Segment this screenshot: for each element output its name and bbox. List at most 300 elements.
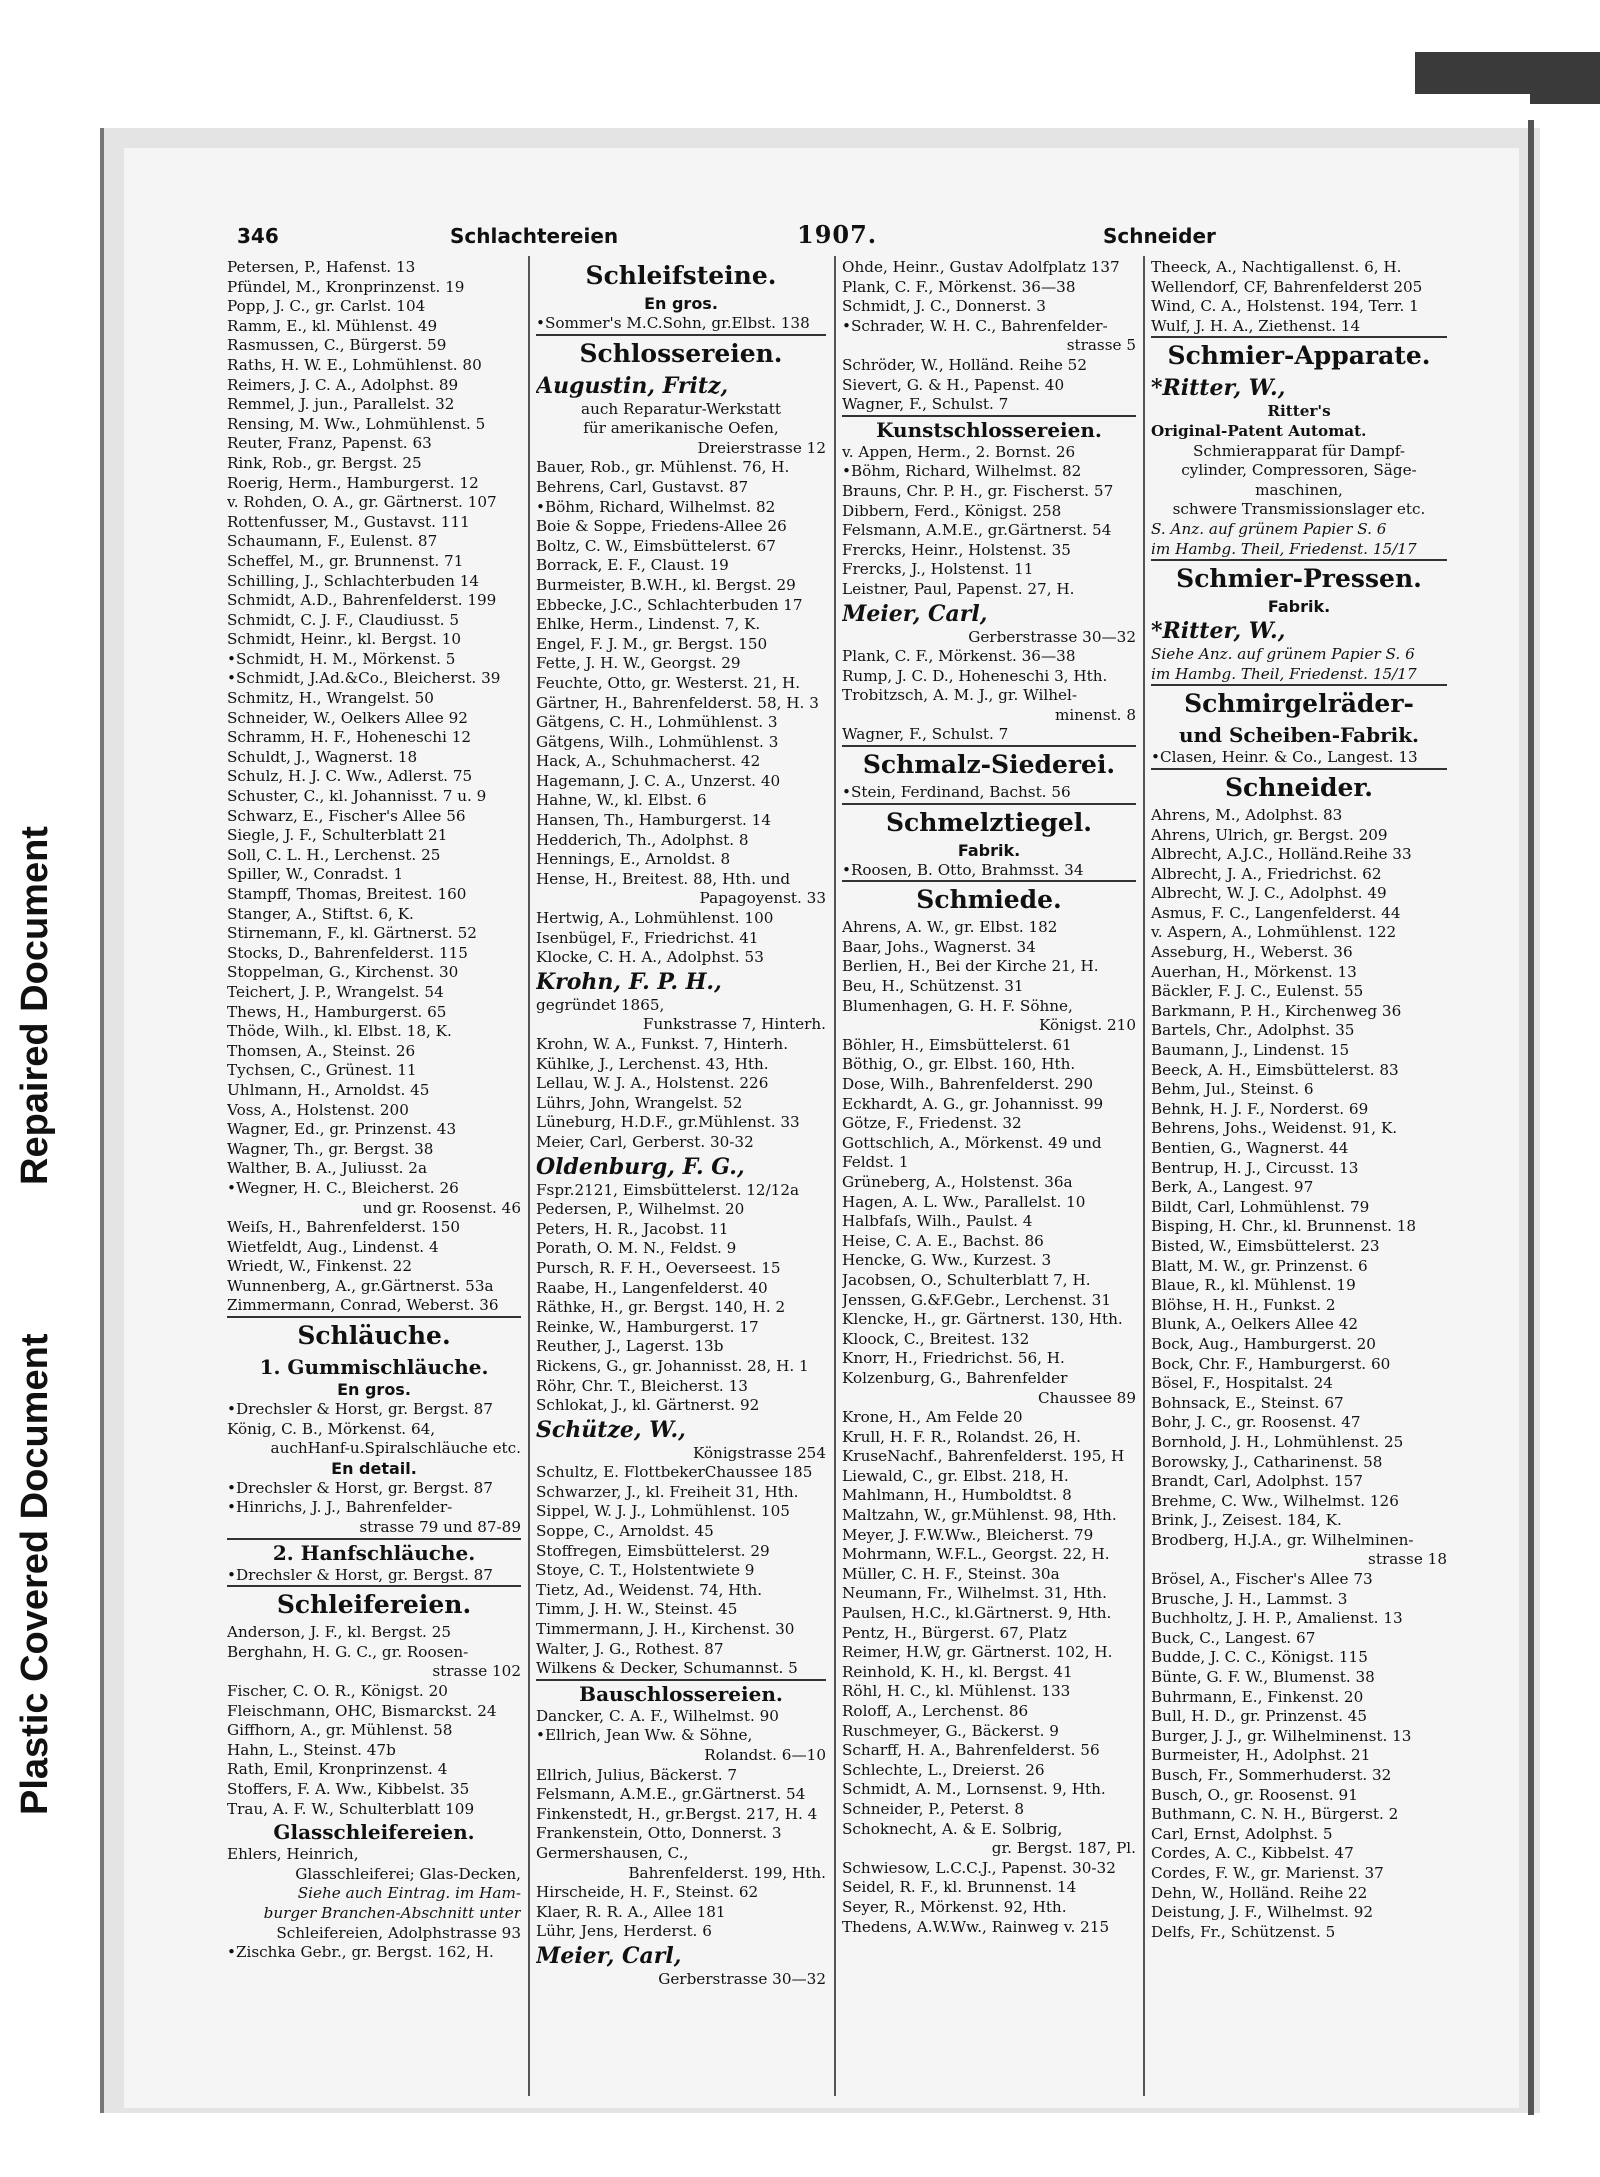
directory-entry: Fischer, C. O. R., Königst. 20 bbox=[227, 1682, 448, 1700]
directory-entry: Schmierapparat für Dampf- bbox=[1192, 441, 1406, 460]
directory-entry: Stocks, D., Bahrenfelderst. 115 bbox=[227, 943, 468, 962]
directory-entry: Berghahn, H. G. C., gr. Roosen- bbox=[227, 1642, 469, 1661]
directory-entry: Schmidt, J. C., Donnerst. 3 bbox=[842, 297, 1046, 316]
directory-entry: Bünte, G. F. W., Blumenst. 38 bbox=[1151, 1668, 1375, 1687]
directory-entry: Teichert, J. P., Wrangelst. 54 bbox=[227, 982, 444, 1001]
directory-entry: burger Branchen-Abschnitt unter bbox=[263, 1903, 521, 1922]
directory-entry: Ahrens, Ulrich, gr. Bergst. 209 bbox=[1151, 825, 1388, 844]
directory-entry: •Sommer's M.C.Sohn, gr.Elbst. 138 bbox=[536, 314, 826, 336]
featured-entry: *Ritter, W., bbox=[1151, 618, 1286, 645]
directory-entry: Wagner, Th., gr. Bergst. 38 bbox=[227, 1139, 434, 1158]
directory-entry: Brandt, Carl, Adolphst. 157 bbox=[1151, 1472, 1363, 1491]
directory-entry: Albrecht, J. A., Friedrichst. 62 bbox=[1151, 864, 1382, 883]
directory-entry: Rickens, G., gr. Johannisst. 28, H. 1 bbox=[536, 1356, 809, 1375]
directory-entry: Siegle, J. F., Schulterblatt 21 bbox=[227, 826, 448, 845]
directory-entry: Mohrmann, W.F.L., Georgst. 22, H. bbox=[842, 1545, 1110, 1564]
directory-entry: Schuldt, J., Wagnerst. 18 bbox=[227, 747, 418, 766]
directory-entry: auch Reparatur-Werkstatt bbox=[581, 399, 781, 418]
directory-entry: Rensing, M. Ww., Lohmühlenst. 5 bbox=[227, 414, 486, 433]
directory-entry: strasse 102 bbox=[432, 1662, 521, 1681]
directory-entry: Böthig, O., gr. Elbst. 160, Hth. bbox=[842, 1055, 1076, 1074]
directory-entry: Behnk, H. J. F., Norderst. 69 bbox=[1151, 1099, 1369, 1118]
section-heading: Schmier-Pressen. bbox=[1176, 564, 1422, 594]
directory-entry: Wind, C. A., Holstenst. 194, Terr. 1 bbox=[1151, 297, 1419, 316]
directory-entry: Hahne, W., kl. Elbst. 6 bbox=[536, 791, 707, 810]
directory-entry: Heise, C. A. E., Bachst. 86 bbox=[842, 1231, 1044, 1250]
directory-entry: Stoffregen, Eimsbüttelerst. 29 bbox=[536, 1541, 770, 1560]
header-year: 1907. bbox=[797, 220, 878, 249]
directory-entry: Buhrmann, E., Finkenst. 20 bbox=[1151, 1687, 1364, 1706]
directory-entry: Jacobsen, O., Schulterblatt 7, H. bbox=[842, 1270, 1091, 1289]
directory-entry: Ahrens, A. W., gr. Elbst. 182 bbox=[842, 918, 1058, 937]
directory-entry: Berlien, H., Bei der Kirche 21, H. bbox=[842, 957, 1099, 976]
directory-entry: Brauns, Chr. P. H., gr. Fischerst. 57 bbox=[842, 481, 1114, 500]
directory-entry: Engel, F. J. M., gr. Bergst. 150 bbox=[536, 634, 768, 653]
featured-entry: Oldenburg, F. G., bbox=[536, 1153, 745, 1180]
directory-entry: Reinke, W., Hamburgerst. 17 bbox=[536, 1317, 759, 1336]
directory-entry: Wunnenberg, A., gr.Gärtnerst. 53a bbox=[227, 1276, 494, 1295]
section-heading: Schneider. bbox=[1225, 772, 1373, 802]
directory-entry: Bentien, G., Wagnerst. 44 bbox=[1151, 1139, 1349, 1157]
directory-entry: Brink, J., Zeisest. 184, K. bbox=[1151, 1511, 1342, 1530]
directory-entry: Baar, Johs., Wagnerst. 34 bbox=[842, 937, 1036, 956]
directory-entry: •Zischka Gebr., gr. Bergst. 162, H. bbox=[227, 1943, 494, 1962]
directory-entry: Götze, F., Friedenst. 32 bbox=[842, 1114, 1022, 1133]
directory-entry: König, C. B., Mörkenst. 64, bbox=[227, 1419, 436, 1438]
directory-entry: Glasschleiferei; Glas-Decken, bbox=[295, 1864, 521, 1883]
directory-entry: Paulsen, H.C., kl.Gärtnerst. 9, Hth. bbox=[842, 1604, 1112, 1623]
directory-entry: Behm, Jul., Steinst. 6 bbox=[1151, 1080, 1314, 1099]
directory-entry: Gärtner, H., Bahrenfelderst. 58, H. 3 bbox=[536, 693, 819, 712]
directory-entry: Dehn, W., Holländ. Reihe 22 bbox=[1151, 1883, 1368, 1902]
directory-entry: Gerberstrasse 30—32 bbox=[968, 627, 1136, 646]
directory-entry: Brusche, J. H., Lammst. 3 bbox=[1151, 1589, 1348, 1608]
directory-entry: Röhl, H. C., kl. Mühlenst. 133 bbox=[842, 1682, 1071, 1701]
directory-entry: Schilling, J., Schlachterbuden 14 bbox=[227, 571, 480, 590]
directory-entry: Bull, H. D., gr. Prinzenst. 45 bbox=[1151, 1707, 1368, 1726]
directory-entry: Siehe Anz. auf grünem Papier S. 6 bbox=[1151, 645, 1415, 664]
scan-left-edge bbox=[100, 128, 104, 2113]
directory-entry: Boltz, C. W., Eimsbüttelerst. 67 bbox=[536, 536, 776, 555]
directory-entry: Plank, C. F., Mörkenst. 36—38 bbox=[842, 647, 1076, 666]
directory-entry: Ahrens, M., Adolphst. 83 bbox=[1151, 805, 1343, 824]
directory-entry: Blöhse, H. H., Funkst. 2 bbox=[1151, 1295, 1336, 1314]
directory-entry: Ritter's bbox=[1267, 402, 1331, 421]
directory-entry: Blatt, M. W., gr. Prinzenst. 6 bbox=[1151, 1256, 1368, 1275]
directory-entry: Schlechte, L., Dreierst. 26 bbox=[842, 1760, 1045, 1779]
column-3 bbox=[842, 258, 1136, 2098]
directory-entry: Roerig, Herm., Hamburgerst. 12 bbox=[227, 473, 479, 492]
directory-entry: Maltzahn, W., gr.Mühlenst. 98, Hth. bbox=[842, 1506, 1117, 1525]
directory-entry: Frercks, J., Holstenst. 11 bbox=[842, 560, 1034, 579]
directory-entry: Asmus, F. C., Langenfelderst. 44 bbox=[1151, 903, 1401, 922]
directory-entry: Buthmann, C. N. H., Bürgerst. 2 bbox=[1151, 1805, 1399, 1824]
directory-entry: Räthke, H., gr. Bergst. 140, H. 2 bbox=[536, 1298, 786, 1317]
directory-entry: Böhler, H., Eimsbüttelerst. 61 bbox=[842, 1035, 1072, 1054]
directory-entry: Ohde, Heinr., Gustav Adolfplatz 137 bbox=[842, 258, 1120, 276]
featured-entry: Meier, Carl, bbox=[536, 1942, 682, 1969]
directory-entry: Bock, Chr. F., Hamburgerst. 60 bbox=[1151, 1354, 1391, 1373]
directory-entry: Papagoyenst. 33 bbox=[699, 889, 826, 908]
section-heading: Schläuche. bbox=[297, 1321, 451, 1351]
directory-entry: Dibbern, Ferd., Königst. 258 bbox=[842, 501, 1062, 520]
directory-entry: Reuther, J., Lagerst. 13b bbox=[536, 1337, 724, 1356]
featured-entry: Krohn, F. P. H., bbox=[536, 968, 722, 995]
directory-entry: Bildt, Carl, Lohmühlenst. 79 bbox=[1151, 1197, 1370, 1216]
column-rule-1 bbox=[528, 256, 530, 2096]
directory-entry: •Roosen, B. Otto, Brahmsst. 34 bbox=[842, 861, 1136, 883]
directory-entry: Bock, Aug., Hamburgerst. 20 bbox=[1151, 1334, 1376, 1353]
directory-entry: Reinhold, K. H., kl. Bergst. 41 bbox=[842, 1662, 1073, 1681]
directory-entry: Hertwig, A., Lohmühlenst. 100 bbox=[536, 909, 774, 928]
repaired-document-label: Repaired Document bbox=[14, 826, 56, 1185]
column-2 bbox=[536, 258, 826, 2098]
directory-entry: Thomsen, A., Steinst. 26 bbox=[227, 1041, 416, 1060]
directory-entry: Wagner, F., Schulst. 7 bbox=[842, 725, 1136, 747]
directory-entry: Ehlers, Heinrich, bbox=[227, 1845, 359, 1864]
directory-entry: •Schmidt, J.Ad.&Co., Bleicherst. 39 bbox=[227, 669, 501, 688]
directory-entry: Pedersen, P., Wilhelmst. 20 bbox=[536, 1200, 745, 1219]
directory-entry: Porath, O. M. N., Feldst. 9 bbox=[536, 1239, 737, 1258]
directory-entry: Delfs, Fr., Schützenst. 5 bbox=[1151, 1922, 1336, 1941]
directory-entry: Dancker, C. A. F., Wilhelmst. 90 bbox=[536, 1706, 779, 1725]
directory-entry: cylinder, Compressoren, Säge- bbox=[1181, 461, 1417, 480]
featured-entry: *Ritter, W., bbox=[1151, 375, 1286, 402]
directory-entry: Bohnsack, E., Steinst. 67 bbox=[1151, 1393, 1344, 1412]
directory-entry: S. Anz. auf grünem Papier S. 6 bbox=[1151, 519, 1387, 538]
directory-entry: Klaer, R. R. A., Allee 181 bbox=[536, 1902, 726, 1921]
section-heading: 2. Hanfschläuche. bbox=[227, 1538, 521, 1566]
directory-entry: Auerhan, H., Mörkenst. 13 bbox=[1151, 962, 1357, 981]
section-heading: Schmier-Apparate. bbox=[1167, 341, 1431, 371]
directory-entry: Wellendorf, CF, Bahrenfelderst 205 bbox=[1151, 277, 1423, 296]
directory-entry: strasse 79 und 87-89 bbox=[359, 1518, 521, 1537]
section-subheading: Fabrik. bbox=[1267, 597, 1331, 617]
directory-entry: Bisted, W., Eimsbüttelerst. 23 bbox=[1151, 1236, 1380, 1255]
directory-entry: •Schmidt, H. M., Mörkenst. 5 bbox=[227, 649, 456, 668]
directory-entry: Königstrasse 254 bbox=[692, 1443, 826, 1462]
directory-entry: •Clasen, Heinr. & Co., Langest. 13 bbox=[1151, 748, 1447, 770]
directory-entry: Behrens, Carl, Gustavst. 87 bbox=[536, 477, 749, 496]
directory-entry: Buck, C., Langest. 67 bbox=[1151, 1628, 1316, 1647]
directory-entry: KruseNachf., Bahrenfelderst. 195, H bbox=[842, 1447, 1125, 1466]
page-number: 346 bbox=[237, 224, 279, 248]
directory-entry: Trau, A. F. W., Schulterblatt 109 bbox=[227, 1799, 475, 1818]
featured-entry: Schütze, W., bbox=[536, 1416, 686, 1443]
directory-entry: Hedderich, Th., Adolphst. 8 bbox=[536, 830, 749, 849]
directory-entry: Cordes, A. C., Kibbelst. 47 bbox=[1151, 1844, 1354, 1863]
directory-entry: Frercks, Heinr., Holstenst. 35 bbox=[842, 540, 1071, 559]
directory-entry: gegründet 1865, bbox=[536, 995, 665, 1014]
directory-entry: Pfündel, M., Kronprinzenst. 19 bbox=[227, 277, 465, 296]
directory-entry: Rath, Emil, Kronprinzenst. 4 bbox=[227, 1760, 448, 1779]
directory-entry: Walter, J. G., Rothest. 87 bbox=[536, 1639, 724, 1658]
directory-entry: Anderson, J. F., kl. Bergst. 25 bbox=[227, 1623, 452, 1642]
directory-entry: Bahrenfelderst. 199, Hth. bbox=[628, 1863, 826, 1882]
directory-entry: Borrack, E. F., Claust. 19 bbox=[536, 556, 729, 575]
directory-entry: Behrens, Johs., Weidenst. 91, K. bbox=[1151, 1119, 1398, 1138]
directory-entry: Deistung, J. F., Wilhelmst. 92 bbox=[1151, 1903, 1374, 1922]
directory-entry: Ruschmeyer, G., Bäckerst. 9 bbox=[842, 1721, 1059, 1740]
directory-entry: Schmitz, H., Wrangelst. 50 bbox=[227, 689, 434, 708]
directory-entry: Ellrich, Julius, Bäckerst. 7 bbox=[536, 1765, 738, 1784]
directory-entry: Schleifereien, Adolphstrasse 93 bbox=[276, 1923, 521, 1942]
section-subheading: Fabrik. bbox=[957, 840, 1021, 860]
directory-entry: Bartels, Chr., Adolphst. 35 bbox=[1151, 1021, 1355, 1040]
directory-entry: Mahlmann, H., Humboldtst. 8 bbox=[842, 1486, 1072, 1505]
directory-entry: Fspr.2121, Eimsbüttelerst. 12/12a bbox=[536, 1180, 800, 1199]
directory-entry: Frankenstein, Otto, Donnerst. 3 bbox=[536, 1824, 782, 1843]
scan-right-edge bbox=[1528, 120, 1534, 2115]
directory-entry: Wilkens & Decker, Schumannst. 5 bbox=[536, 1659, 826, 1681]
column-1 bbox=[227, 258, 521, 2098]
directory-entry: Timm, J. H. W., Steinst. 45 bbox=[536, 1600, 738, 1619]
directory-entry: Seidel, R. F., kl. Brunnenst. 14 bbox=[842, 1878, 1077, 1897]
section-heading: Schleifereien. bbox=[276, 1590, 472, 1620]
directory-entry: Schwarzer, J., kl. Freiheit 31, Hth. bbox=[536, 1482, 799, 1501]
directory-entry: Stoppelman, G., Kirchenst. 30 bbox=[227, 963, 459, 982]
directory-entry: Blunk, A., Oelkers Allee 42 bbox=[1151, 1315, 1359, 1334]
directory-entry: Schaumann, F., Eulenst. 87 bbox=[227, 532, 438, 551]
directory-entry: Hagemann, J. C. A., Unzerst. 40 bbox=[536, 771, 781, 790]
directory-entry: Wulf, J. H. A., Ziethenst. 14 bbox=[1151, 317, 1447, 339]
directory-entry: Albrecht, A.J.C., Holländ.Reihe 33 bbox=[1151, 845, 1412, 864]
directory-entry: Feuchte, Otto, gr. Westerst. 21, H. bbox=[536, 673, 801, 692]
featured-entry: Augustin, Fritz, bbox=[536, 372, 729, 399]
directory-entry: Krohn, W. A., Funkst. 7, Hinterh. bbox=[536, 1035, 789, 1053]
directory-entry: •Schrader, W. H. C., Bahrenfelder- bbox=[842, 316, 1108, 335]
directory-entry: Lührs, John, Wrangelst. 52 bbox=[536, 1093, 743, 1112]
directory-entry: Baumann, J., Lindenst. 15 bbox=[1151, 1041, 1350, 1060]
directory-entry: Stanger, A., Stiftst. 6, K. bbox=[227, 904, 414, 923]
directory-entry: Tychsen, C., Grünest. 11 bbox=[227, 1061, 417, 1080]
section-heading: Schmalz-Siederei. bbox=[862, 750, 1116, 780]
directory-entry: Voss, A., Holstenst. 200 bbox=[227, 1100, 409, 1119]
directory-entry: Knorr, H., Friedrichst. 56, H. bbox=[842, 1349, 1065, 1368]
directory-entry: für amerikanische Oefen, bbox=[583, 419, 779, 438]
plastic-covered-document-label: Plastic Covered Document bbox=[14, 1333, 56, 1815]
directory-entry: Schmidt, A. M., Lornsenst. 9, Hth. bbox=[842, 1780, 1106, 1799]
directory-entry: Chaussee 89 bbox=[1038, 1388, 1136, 1407]
directory-entry: Beeck, A. H., Eimsbüttelerst. 83 bbox=[1151, 1060, 1399, 1079]
directory-entry: Kühlke, J., Lerchenst. 43, Hth. bbox=[536, 1054, 769, 1073]
directory-entry: Gerberstrasse 30—32 bbox=[658, 1969, 826, 1988]
directory-entry: strasse 18 bbox=[1368, 1550, 1447, 1569]
section-heading: 1. Gummischläuche. bbox=[259, 1355, 489, 1380]
directory-entry: Theeck, A., Nachtigallenst. 6, H. bbox=[1151, 258, 1402, 276]
directory-entry: Scheffel, M., gr. Brunnenst. 71 bbox=[227, 551, 464, 570]
directory-entry: Albrecht, W. J. C., Adolphst. 49 bbox=[1151, 884, 1387, 903]
directory-entry: minenst. 8 bbox=[1054, 705, 1136, 724]
directory-entry: •Böhm, Richard, Wilhelmst. 82 bbox=[536, 497, 776, 516]
directory-entry: Thedens, A.W.Ww., Rainweg v. 215 bbox=[842, 1917, 1110, 1936]
directory-entry: •Hinrichs, J. J., Bahrenfelder- bbox=[227, 1498, 453, 1517]
directory-entry: Reimer, H.W, gr. Gärtnerst. 102, H. bbox=[842, 1643, 1113, 1662]
directory-entry: Röhr, Chr. T., Bleicherst. 13 bbox=[536, 1376, 748, 1395]
directory-entry: Blumenhagen, G. H. F. Söhne, bbox=[842, 996, 1073, 1015]
directory-entry: Bisping, H. Chr., kl. Brunnenst. 18 bbox=[1151, 1217, 1417, 1236]
directory-entry: Pursch, R. F. H., Oeverseest. 15 bbox=[536, 1258, 781, 1277]
section-subheading: En detail. bbox=[331, 1458, 417, 1478]
directory-entry: Brodberg, H.J.A., gr. Wilhelminen- bbox=[1151, 1530, 1414, 1549]
directory-entry: Brösel, A., Fischer's Allee 73 bbox=[1151, 1570, 1373, 1589]
section-heading: Schmelztiegel. bbox=[885, 807, 1093, 837]
directory-entry: Rottenfusser, M., Gustavst. 111 bbox=[227, 512, 470, 531]
directory-entry: Krull, H. F. R., Rolandst. 26, H. bbox=[842, 1427, 1082, 1446]
directory-entry: Lellau, W. J. A., Holstenst. 226 bbox=[536, 1074, 769, 1093]
directory-entry: Busch, O., gr. Roosenst. 91 bbox=[1151, 1785, 1358, 1804]
directory-entry: Pentz, H., Bürgerst. 67, Platz bbox=[842, 1623, 1067, 1642]
section-subheading: En gros. bbox=[644, 294, 718, 313]
directory-entry: Bäckler, F. J. C., Eulenst. 55 bbox=[1151, 982, 1364, 1001]
section-heading: Schlossereien. bbox=[579, 338, 783, 368]
directory-entry: Liewald, C., gr. Elbst. 218, H. bbox=[842, 1466, 1069, 1485]
directory-entry: Spiller, W., Conradst. 1 bbox=[227, 865, 404, 884]
directory-entry: Wagner, F., Schulst. 7 bbox=[842, 395, 1136, 417]
directory-entry: und gr. Roosenst. 46 bbox=[362, 1198, 521, 1217]
directory-entry: Schulz, H. J. C. Ww., Adlerst. 75 bbox=[227, 767, 473, 786]
directory-entry: Hansen, Th., Hamburgerst. 14 bbox=[536, 811, 772, 830]
header-right-keyword: Schneider bbox=[1103, 224, 1216, 248]
directory-entry: Schoknecht, A. & E. Solbrig, bbox=[842, 1819, 1063, 1838]
directory-entry: Sievert, G. & H., Papenst. 40 bbox=[842, 375, 1065, 394]
directory-entry: Bornhold, J. H., Lohmühlenst. 25 bbox=[1151, 1432, 1404, 1451]
directory-entry: Schwarz, E., Fischer's Allee 56 bbox=[227, 806, 466, 825]
directory-entry: Schröder, W., Holländ. Reihe 52 bbox=[842, 355, 1088, 374]
directory-entry: Klencke, H., gr. Gärtnerst. 130, Hth. bbox=[842, 1310, 1123, 1329]
directory-entry: Schmidt, A.D., Bahrenfelderst. 199 bbox=[227, 591, 497, 610]
directory-entry: gr. Bergst. 187, Pl. bbox=[991, 1839, 1136, 1858]
directory-entry: •Ellrich, Jean Ww. & Söhne, bbox=[536, 1726, 753, 1745]
directory-entry: Sippel, W. J. J., Lohmühlenst. 105 bbox=[536, 1502, 790, 1521]
directory-entry: Seyer, R., Mörkenst. 92, Hth. bbox=[842, 1897, 1067, 1916]
directory-entry: Hahn, L., Steinst. 47b bbox=[227, 1740, 396, 1759]
directory-entry: Reuter, Franz, Papenst. 63 bbox=[227, 434, 432, 453]
directory-entry: Klocke, C. H. A., Adolphst. 53 bbox=[536, 948, 764, 967]
directory-entry: Bohr, J. C., gr. Roosenst. 47 bbox=[1151, 1413, 1361, 1432]
directory-entry: Hencke, G. Ww., Kurzest. 3 bbox=[842, 1251, 1052, 1270]
directory-entry: Feldst. 1 bbox=[842, 1153, 909, 1172]
directory-entry: Burger, J. J., gr. Wilhelminenst. 13 bbox=[1151, 1726, 1412, 1745]
corner-tab-right bbox=[1530, 88, 1600, 104]
directory-entry: Ramm, E., kl. Mühlenst. 49 bbox=[227, 316, 438, 335]
directory-entry: v. Aspern, A., Lohmühlenst. 122 bbox=[1151, 923, 1397, 942]
directory-entry: auchHanf-u.Spiralschläuche etc. bbox=[270, 1439, 521, 1458]
featured-entry: Meier, Carl, bbox=[842, 600, 988, 627]
directory-entry: im Hambg. Theil, Friedenst. 15/17 bbox=[1151, 540, 1447, 562]
directory-entry: Busch, Fr., Sommerhuderst. 32 bbox=[1151, 1766, 1392, 1784]
section-heading: Schmiede. bbox=[916, 885, 1062, 915]
directory-entry: Rink, Rob., gr. Bergst. 25 bbox=[227, 453, 422, 472]
directory-entry: Felsmann, A.M.E., gr.Gärtnerst. 54 bbox=[536, 1785, 806, 1804]
directory-entry: •Stein, Ferdinand, Bachst. 56 bbox=[842, 783, 1136, 805]
section-heading: und Scheiben-Fabrik. bbox=[1178, 723, 1420, 748]
directory-entry: Germershausen, C., bbox=[536, 1843, 689, 1862]
directory-entry: Stirnemann, F., kl. Gärtnerst. 52 bbox=[227, 924, 477, 943]
directory-entry: strasse 5 bbox=[1066, 336, 1136, 355]
directory-entry: Petersen, P., Hafenst. 13 bbox=[227, 258, 416, 276]
directory-entry: Halbfaſs, Wilh., Paulst. 4 bbox=[842, 1212, 1033, 1231]
directory-entry: Burmeister, H., Adolphst. 21 bbox=[1151, 1746, 1371, 1765]
directory-entry: Siehe auch Eintrag. im Ham- bbox=[297, 1884, 521, 1903]
directory-entry: Boie & Soppe, Friedens-Allee 26 bbox=[536, 517, 787, 536]
directory-entry: v. Rohden, O. A., gr. Gärtnerst. 107 bbox=[227, 493, 497, 512]
directory-entry: Original-Patent Automat. bbox=[1151, 421, 1367, 440]
directory-entry: •Wegner, H. C., Bleicherst. 26 bbox=[227, 1178, 459, 1197]
directory-entry: Schwiesow, L.C.C.J., Papenst. 30-32 bbox=[842, 1858, 1116, 1877]
directory-entry: Neumann, Fr., Wilhelmst. 31, Hth. bbox=[842, 1584, 1107, 1603]
directory-entry: Meyer, J. F.W.Ww., Bleicherst. 79 bbox=[842, 1525, 1094, 1544]
directory-entry: •Drechsler & Horst, gr. Bergst. 87 bbox=[227, 1478, 493, 1497]
directory-entry: Beu, H., Schützenst. 31 bbox=[842, 977, 1024, 996]
column-rule-2 bbox=[834, 256, 836, 2096]
directory-entry: Eckhardt, A. G., gr. Johannisst. 99 bbox=[842, 1094, 1104, 1113]
directory-entry: Wietfeldt, Aug., Lindenst. 4 bbox=[227, 1237, 439, 1256]
section-heading: Schleifsteine. bbox=[585, 261, 777, 290]
column-4 bbox=[1151, 258, 1447, 2098]
directory-entry: Schlokat, J., kl. Gärtnerst. 92 bbox=[536, 1396, 760, 1415]
directory-entry: Lühr, Jens, Herderst. 6 bbox=[536, 1922, 712, 1941]
section-heading: Kunstschlossereien. bbox=[876, 417, 1102, 442]
directory-entry: Meier, Carl, Gerberst. 30-32 bbox=[536, 1132, 754, 1151]
directory-entry: Raabe, H., Langenfelderst. 40 bbox=[536, 1278, 768, 1297]
directory-entry: Stampff, Thomas, Breitest. 160 bbox=[227, 885, 467, 903]
directory-entry: Schmidt, Heinr., kl. Bergst. 10 bbox=[227, 630, 462, 649]
directory-entry: Rump, J. C. D., Hoheneschi 3, Hth. bbox=[842, 666, 1108, 685]
directory-entry: Lüneburg, H.D.F., gr.Mühlenst. 33 bbox=[536, 1113, 800, 1132]
directory-entry: Stoffers, F. A. Ww., Kibbelst. 35 bbox=[227, 1779, 470, 1798]
directory-entry: Müller, C. H. F., Steinst. 30a bbox=[842, 1564, 1060, 1583]
section-heading: Bauschlossereien. bbox=[579, 1681, 783, 1706]
directory-entry: Giffhorn, A., gr. Mühlenst. 58 bbox=[227, 1721, 453, 1740]
directory-entry: •Drechsler & Horst, gr. Bergst. 87 bbox=[227, 1400, 493, 1419]
directory-entry: Felsmann, A.M.E., gr.Gärtnerst. 54 bbox=[842, 521, 1112, 540]
directory-entry: Isenbügel, F., Friedrichst. 41 bbox=[536, 928, 759, 947]
directory-entry: Hennings, E., Arnoldst. 8 bbox=[536, 850, 731, 869]
directory-entry: v. Appen, Herm., 2. Bornst. 26 bbox=[842, 442, 1076, 461]
directory-entry: Funkstrasse 7, Hinterh. bbox=[642, 1015, 826, 1034]
directory-entry: Barkmann, P. H., Kirchenweg 36 bbox=[1151, 1001, 1402, 1020]
directory-entry: Cordes, F. W., gr. Marienst. 37 bbox=[1151, 1863, 1384, 1882]
directory-entry: Gätgens, C. H., Lohmühlenst. 3 bbox=[536, 713, 778, 732]
directory-entry: Jenssen, G.&F.Gebr., Lerchenst. 31 bbox=[842, 1290, 1111, 1309]
directory-entry: Budde, J. C. C., Königst. 115 bbox=[1151, 1648, 1368, 1667]
directory-entry: Asseburg, H., Weberst. 36 bbox=[1151, 943, 1353, 962]
directory-entry: Bösel, F., Hospitalst. 24 bbox=[1151, 1374, 1333, 1393]
directory-entry: Wagner, Ed., gr. Prinzenst. 43 bbox=[227, 1120, 457, 1139]
directory-entry: Hirscheide, H. F., Steinst. 62 bbox=[536, 1883, 759, 1902]
directory-entry: Hack, A., Schuhmacherst. 42 bbox=[536, 752, 761, 771]
directory-entry: •Drechsler & Horst, gr. Bergst. 87 bbox=[227, 1566, 521, 1588]
directory-entry: Rolandst. 6—10 bbox=[704, 1746, 826, 1764]
directory-entry: Zimmermann, Conrad, Weberst. 36 bbox=[227, 1296, 521, 1318]
directory-entry: Thews, H., Hamburgerst. 65 bbox=[227, 1002, 447, 1021]
directory-entry: Borowsky, J., Catharinenst. 58 bbox=[1151, 1452, 1383, 1471]
directory-entry: Hense, H., Breitest. 88, Hth. und bbox=[536, 869, 791, 888]
directory-entry: Schneider, P., Peterst. 8 bbox=[842, 1799, 1024, 1818]
section-heading: Glasschleifereien. bbox=[273, 1820, 475, 1845]
column-rule-3 bbox=[1143, 256, 1145, 2096]
directory-entry: Thöde, Wilh., kl. Elbst. 18, K. bbox=[227, 1022, 452, 1041]
directory-entry: Blaue, R., kl. Mühlenst. 19 bbox=[1151, 1276, 1356, 1295]
directory-entry: Walther, B. A., Juliusst. 2a bbox=[227, 1159, 428, 1178]
directory-entry: Gottschlich, A., Mörkenst. 49 und bbox=[842, 1133, 1102, 1152]
directory-entry: im Hambg. Theil, Friedenst. 15/17 bbox=[1151, 665, 1447, 687]
directory-entry: Remmel, J. jun., Parallelst. 32 bbox=[227, 395, 455, 414]
header-left-keyword: Schlachtereien bbox=[450, 224, 619, 248]
directory-entry: Bentrup, H. J., Circusst. 13 bbox=[1151, 1158, 1359, 1177]
directory-entry: Gätgens, Wilh., Lohmühlenst. 3 bbox=[536, 732, 779, 751]
